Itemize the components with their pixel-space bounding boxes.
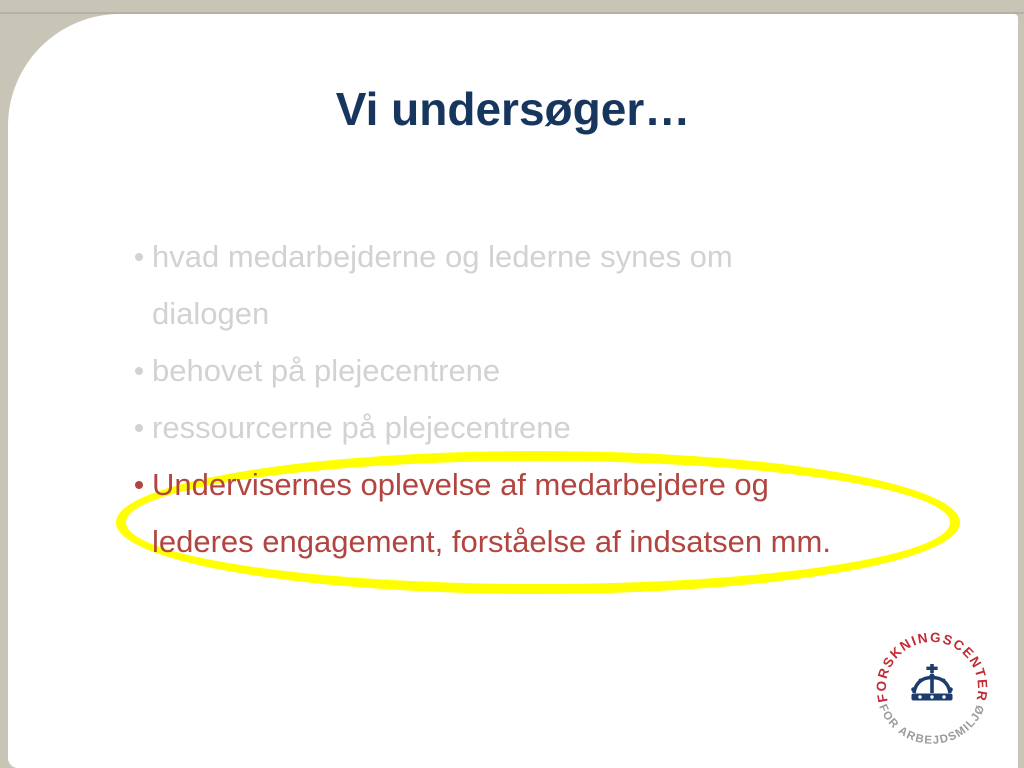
bullet-list: [135, 228, 935, 570]
logo-bottom-text: FOR ARBEJDSMILJØ: [876, 702, 988, 747]
bullet-item: hvad medarbejderne og lederne synes om dialogen: [135, 228, 935, 342]
bullet-item: ressourcerne på plejecentrene: [135, 399, 935, 456]
logo-top-text: FORSKNINGSCENTER: [873, 629, 991, 704]
page-title: Vi undersøger…: [335, 83, 691, 135]
bullet-item: behovet på plejecentrene: [135, 342, 935, 399]
forskningscenter-logo: [866, 622, 998, 754]
bullet-item: Undervisernes oplevelse af medarbejdere og lederes engagement, forståelse af indsatsen mm.: [135, 456, 935, 570]
